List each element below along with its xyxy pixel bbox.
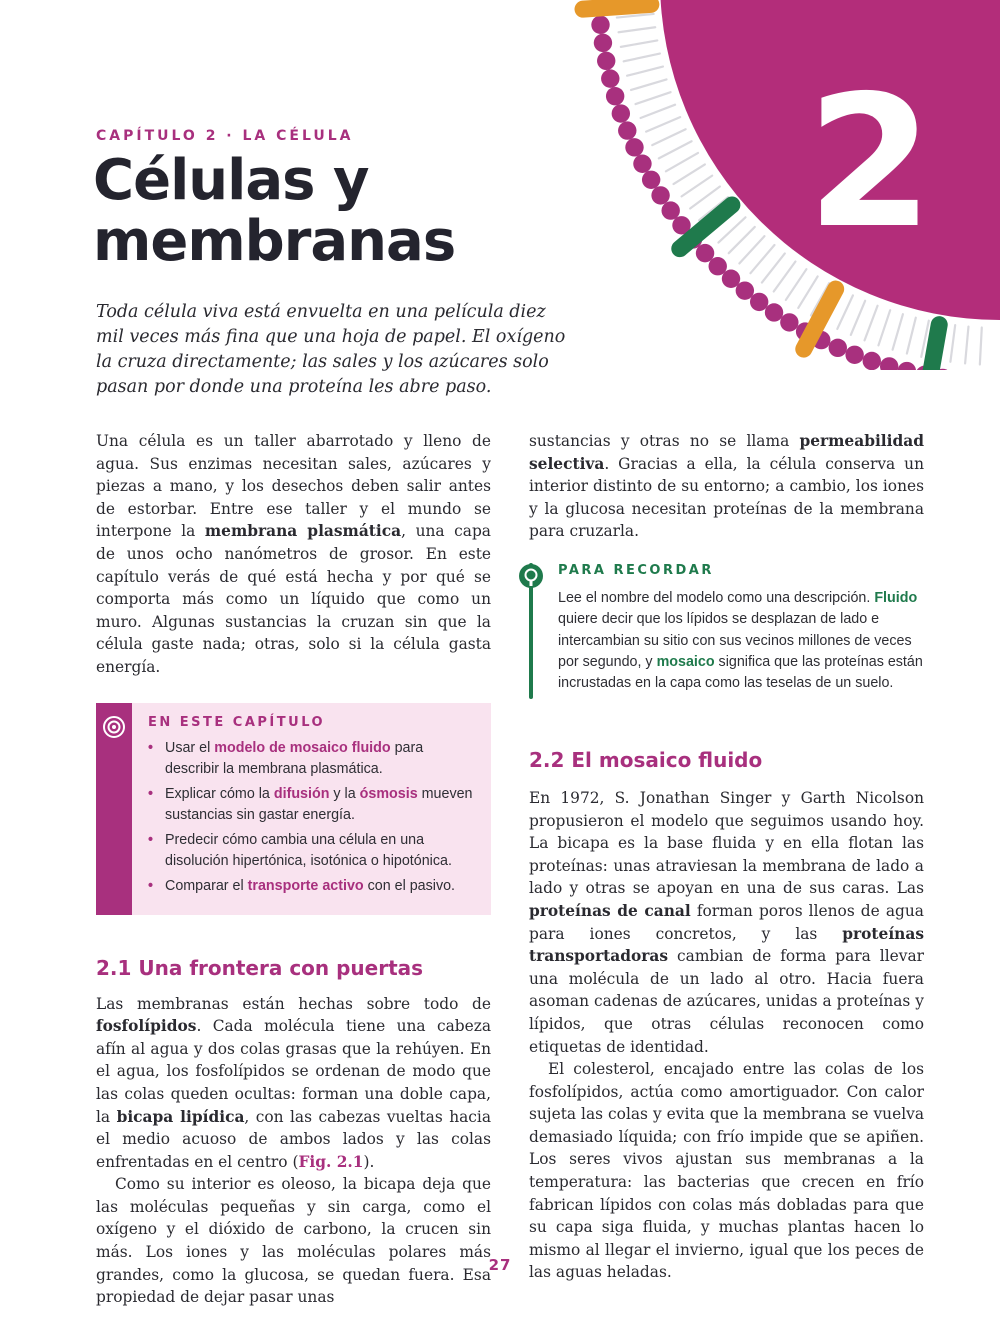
lipid-tail <box>619 27 656 32</box>
body-paragraph: En 1972, S. Jonathan Singer y Garth Nicolson propusieron el modelo que seguimos usando hoy. La bicapa es la base fluida y en ella flotan las proteínas: unas atraviesan la membrana de lado a lado y otras se apoyan en una de sus caras. Las proteínas de canal forman poros llenos de agua para iones concretos, y las proteínas transportadoras cambian de forma para llevar una molécula de un lado al otro. Hacia fuera asoman cadenas de azúcares, unidas a proteínas y lípidos, que otras células reconocen como etiquetas de identidad. <box>529 788 924 1056</box>
intro-paragraph: Una célula es un taller abarrotado y lleno de agua. Sus enzimas necesitan sales, azúcares y piezas a mano, y los desechos deben salir antes de estorbar. Entre ese taller y el mundo se interpone la membrana plasmática, una capa de unos ocho nanómetros de grosor. En este capítulo verás de qué está hecha y por qué se comporta más como un líquido que como un muro. Algunas sustancias la cruzan sin que la célula gaste nada; otras, solo si la célula gasta energía. <box>96 432 491 676</box>
lipid-tail <box>674 164 705 184</box>
lipid-tail <box>893 314 903 350</box>
chapter-label: CAPÍTULO 2 · LA CÉLULA <box>96 128 354 144</box>
lipid-tail <box>950 325 955 362</box>
phospholipid-head <box>597 52 615 70</box>
left-column <box>96 430 491 1309</box>
lipid-tail <box>682 176 713 197</box>
figure-reference-link[interactable]: Fig. 2.1 <box>298 1152 364 1171</box>
phospholipid-head <box>662 201 680 219</box>
lipid-tail <box>646 117 680 132</box>
body-paragraph: Como su interior es oleoso, la bicapa deja que las moléculas pequeñas y sin carga, como el oxígeno y el dióxido de carbono, la crucen sin más. Los iones y las moléculas polares más grandes, como la glucosa, se quedan fuera. Esa propiedad de dejar pasar unas <box>96 1175 491 1307</box>
lipid-tail <box>798 276 817 308</box>
lipid-tail <box>690 187 720 209</box>
bullet-icon: • <box>148 877 154 894</box>
phospholipid-head <box>829 339 847 357</box>
lipid-tail <box>652 129 685 145</box>
membrane-protein <box>927 325 939 370</box>
recall-heading: PARA RECORDAR <box>558 562 714 578</box>
phospholipid-head <box>633 155 651 173</box>
chapter-lede: Toda célula viva está envuelta en una película diez mil veces más fina que una hoja de papel. El oxígeno la cruza directamente; las sales y los azúcares solo pasan por donde una proteína les abre paso. <box>96 302 566 397</box>
section-heading-2-2: 2.2 El mosaico fluido <box>529 747 763 772</box>
lipid-tail <box>750 245 774 273</box>
lipid-tail <box>636 92 671 104</box>
bullet-icon: • <box>148 785 154 802</box>
lipid-tail <box>762 253 785 282</box>
lipid-tail <box>729 227 755 253</box>
target-icon <box>102 715 126 739</box>
body-paragraph-continued: sustancias y otras no se llama permeabilidad selectiva. Gracias a ella, la célula conserva un interior distinto de su entorno; a cambio, los iones y la glucosa necesitan proteínas de la membrana para cruzarla. <box>529 432 924 541</box>
lipid-tail <box>965 327 968 364</box>
lipid-tail <box>631 79 666 90</box>
lipid-tail <box>641 105 676 118</box>
lipid-tail <box>739 236 764 263</box>
page-title <box>93 150 613 272</box>
lipid-tail <box>624 54 660 62</box>
lipid-tail <box>666 153 698 171</box>
phospholipid-head <box>642 171 660 189</box>
objectives-list <box>148 738 475 897</box>
recall-text: Lee el nombre del modelo como una descripción. Fluido quiere decir que los lípidos se desplazan de lado e intercambian su sitio con sus vecinos millones de veces por segundo, y mosaico significa que las proteínas están incrustadas en la capa como las teselas de un suelo. <box>558 589 923 692</box>
membrane-protein <box>583 4 651 9</box>
title-line-1: Células y <box>93 148 369 213</box>
phospholipid-head <box>780 313 798 331</box>
objective-item: • Predecir cómo cambia una célula en una disolución hipertónica, isotónica o hipotónica. <box>148 831 452 869</box>
body-paragraph: El colesterol, encajado entre las colas de los fosfolípidos, actúa como amortiguador. Con calor sujeta las colas y evita que la membrana se vuelva demasiado líquida; con frío impide que se apiñen. Los seres vivos ajustan sus membranas a la temperatura: las bacterias que crecen en frío fabrican lípidos con colas más dobladas para que su capa siga fluida, y muchas plantas hacen lo mismo al llegar el invierno, igual que los peces de las aguas heladas. <box>529 1060 924 1282</box>
phospholipid-head <box>594 34 612 52</box>
objectives-heading: EN ESTE CAPÍTULO <box>148 714 326 730</box>
bullet-icon: • <box>148 739 154 756</box>
phospholipid-head <box>606 87 624 105</box>
right-column <box>529 430 924 1284</box>
phospholipid-head <box>651 186 669 204</box>
phospholipid-head <box>845 346 863 364</box>
lipid-tail <box>865 306 878 341</box>
objective-item: • Explicar cómo la difusión y la ósmosis mueven sustancias sin gastar energía. <box>148 785 473 823</box>
phospholipid-head <box>750 293 768 311</box>
body-paragraph: Las membranas están hechas sobre todo de fosfolípidos. Cada molécula tiene una cabeza afín al agua y dos colas grasas que la rehúyen. En el agua, los fosfolípidos se ordenan de modo que las colas queden ocultas: forman una doble capa, la bicapa lipídica, con las cabezas vueltas hacia el medio acuoso de ambos lados y las colas enfrentadas en el centro (Fig. 2.1). <box>96 994 491 1171</box>
lipid-tail <box>786 269 807 300</box>
lipid-tail <box>774 262 796 292</box>
bullet-icon: • <box>148 831 154 848</box>
phospholipid-head <box>880 357 898 370</box>
phospholipid-head <box>591 16 609 34</box>
objective-item: • Usar el modelo de mosaico fluido para describir la membrana plasmática. <box>148 739 424 777</box>
lipid-tail <box>878 310 890 345</box>
lightbulb-icon <box>517 563 545 595</box>
lipid-tail <box>837 295 853 329</box>
phospholipid-head <box>601 69 619 87</box>
lipid-tail <box>851 301 865 335</box>
phospholipid-head <box>898 362 916 370</box>
phospholipid-head <box>625 138 643 156</box>
section-heading-2-1: 2.1 Una frontera con puertas <box>96 955 424 980</box>
lipid-tail <box>621 40 657 46</box>
phospholipid-head <box>765 303 783 321</box>
objective-item: • Comparar el transporte activo con el pasivo. <box>148 876 475 897</box>
lipid-tail <box>907 318 916 354</box>
recall-box <box>529 563 924 701</box>
page-number: 27 <box>488 1256 512 1274</box>
phospholipid-head <box>618 121 636 139</box>
title-line-2: membranas <box>93 209 456 274</box>
lipid-tail <box>659 141 692 158</box>
lipid-tail <box>980 328 982 365</box>
phospholipid-head <box>612 104 630 122</box>
phospholipid-head <box>863 352 881 370</box>
objectives-box <box>96 703 491 915</box>
lipid-tail <box>627 67 663 76</box>
chapter-number: 2 <box>806 56 934 268</box>
